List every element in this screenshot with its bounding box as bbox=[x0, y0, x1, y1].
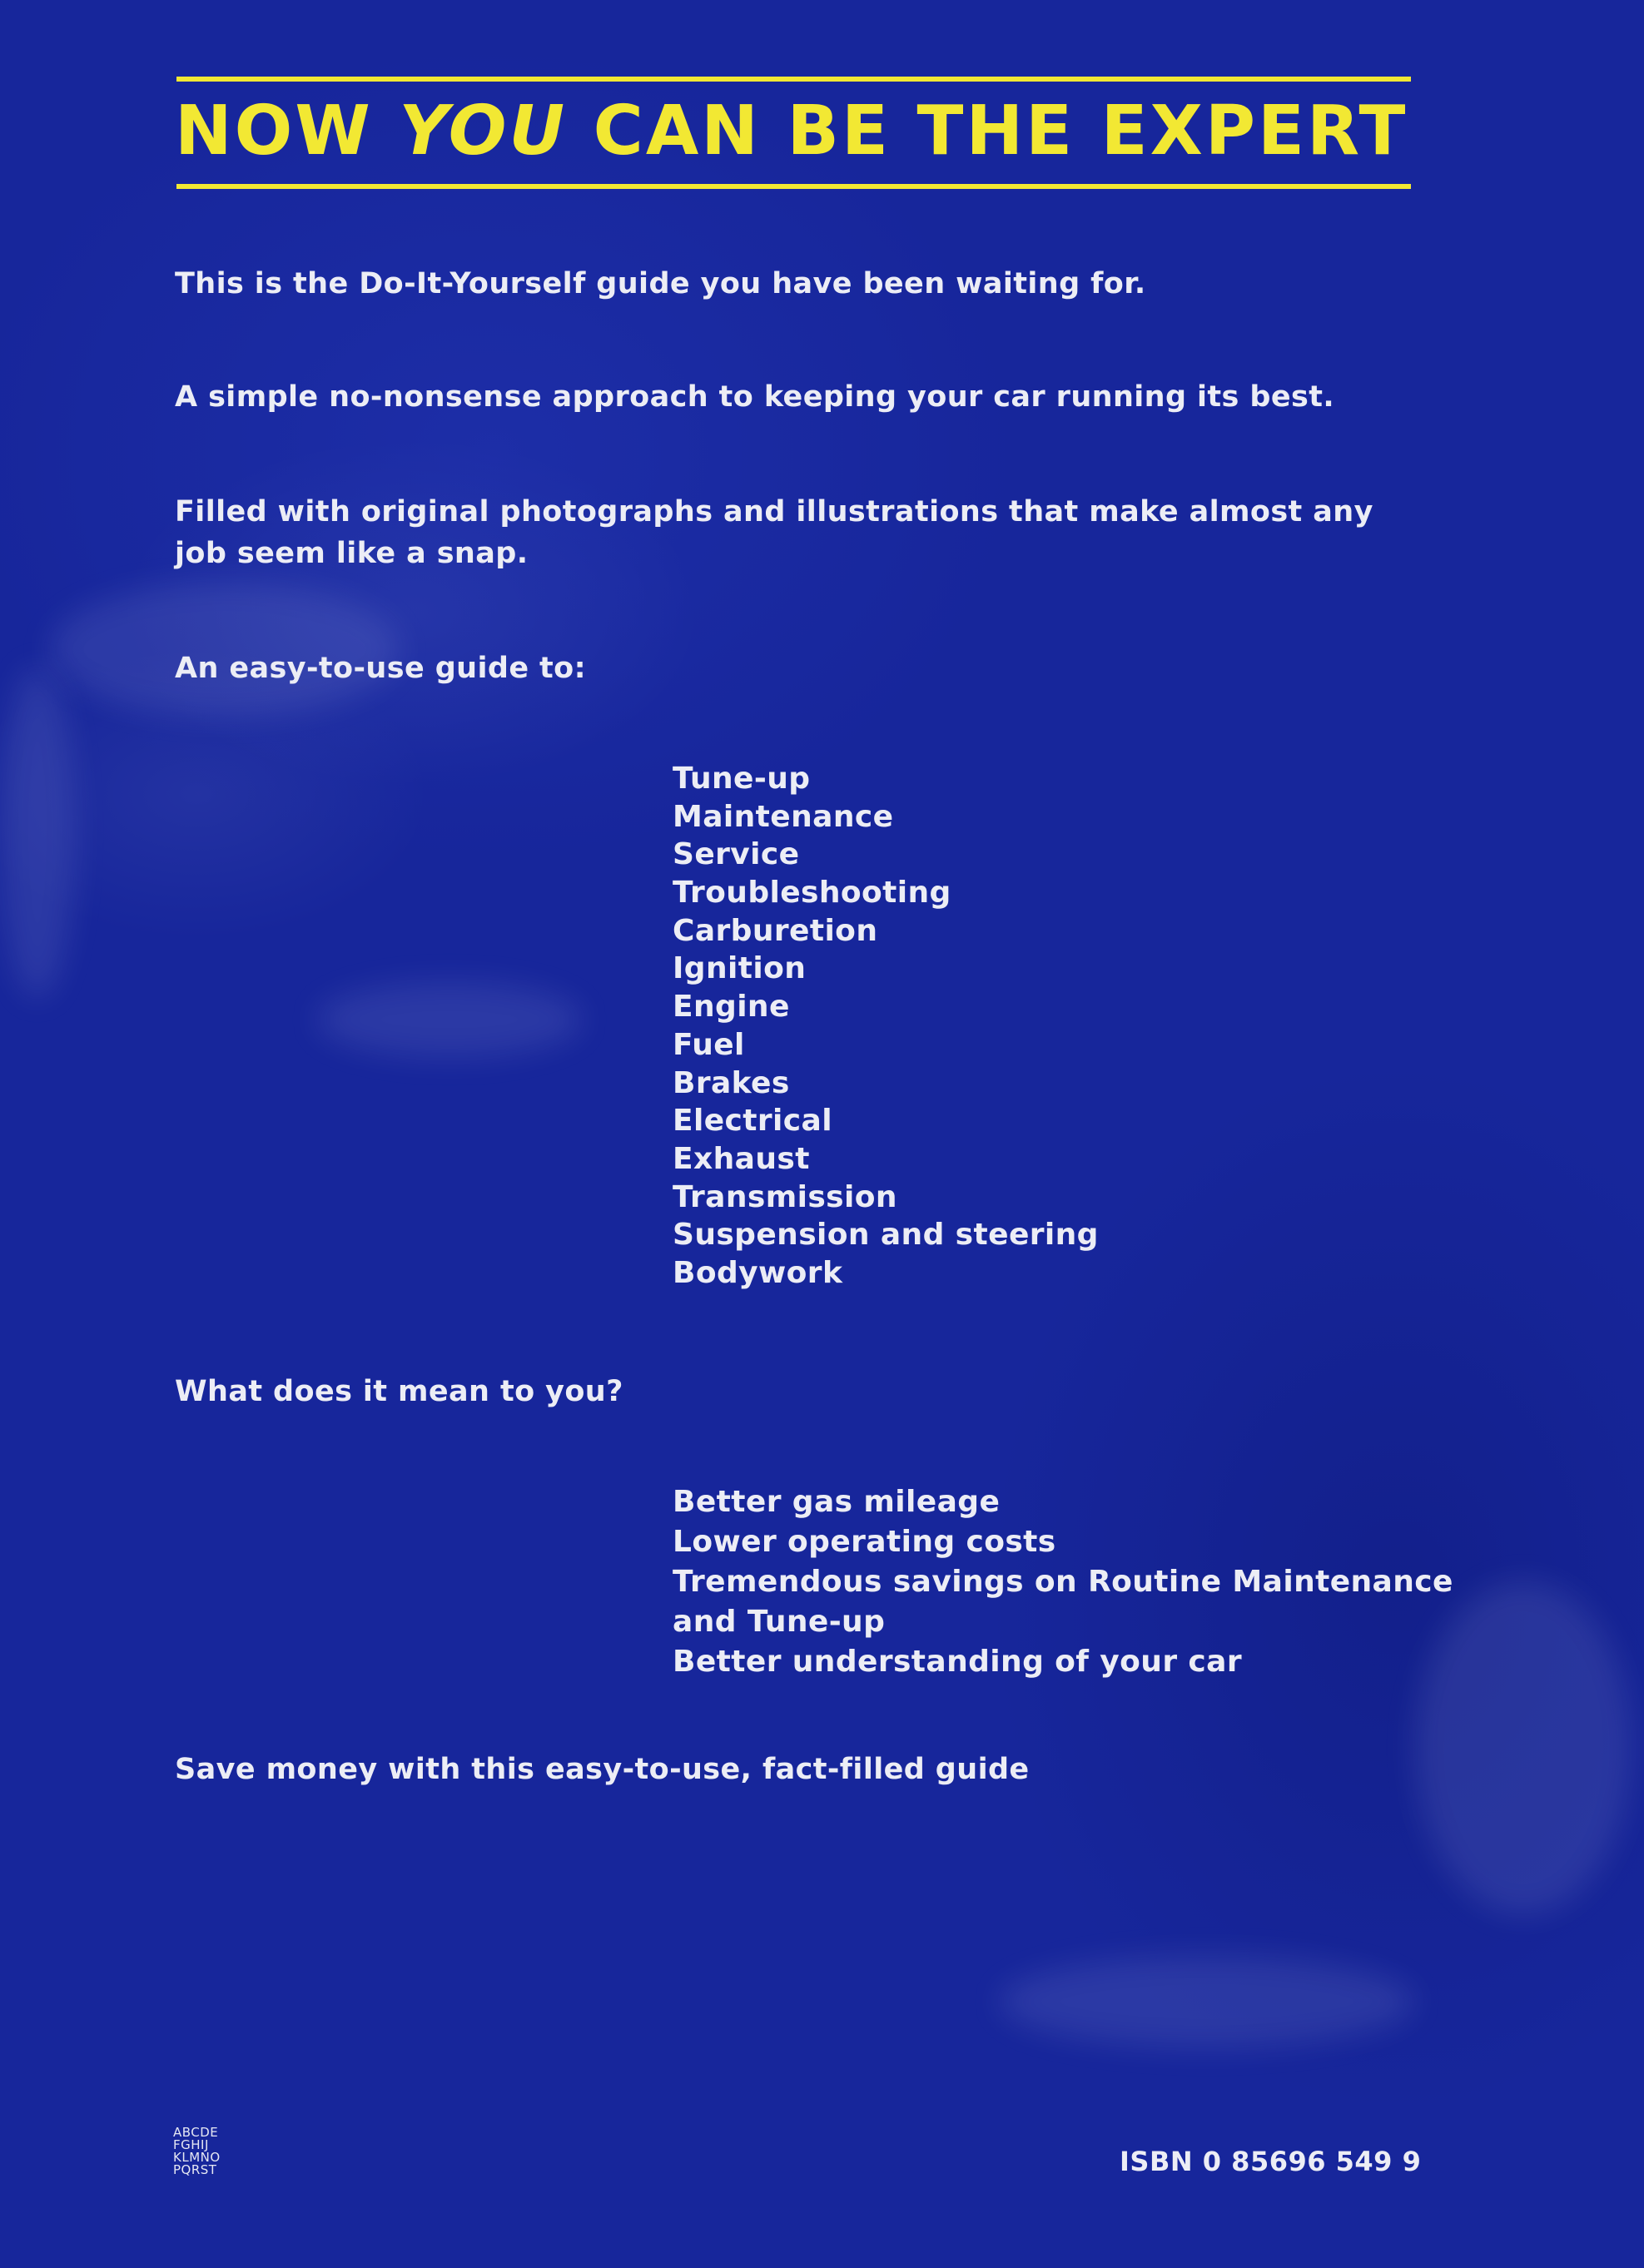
benefit-item: and Tune-up bbox=[673, 1605, 886, 1639]
topic-item: Maintenance bbox=[673, 799, 894, 834]
headline-top-rule bbox=[176, 77, 1411, 82]
topic-item: Service bbox=[673, 837, 800, 872]
question-heading: What does it mean to you? bbox=[175, 1375, 623, 1408]
wear-mark bbox=[0, 666, 75, 999]
print-code-line: PQRST bbox=[173, 2162, 217, 2177]
print-codes bbox=[173, 2127, 221, 2176]
topic-item: Fuel bbox=[673, 1027, 745, 1062]
isbn: ISBN 0 85696 549 9 bbox=[1120, 2146, 1422, 2177]
benefit-item: Better gas mileage bbox=[673, 1485, 1001, 1519]
headline-part-1: NOW bbox=[175, 92, 400, 171]
print-code-line: KLMNO bbox=[173, 2150, 221, 2165]
topic-list bbox=[673, 760, 1099, 1293]
headline bbox=[175, 90, 1415, 173]
topic-item: Engine bbox=[673, 990, 790, 1025]
guide-intro: An easy-to-use guide to: bbox=[175, 652, 587, 685]
topic-item: Carburetion bbox=[673, 913, 878, 948]
topic-item: Suspension and steering bbox=[673, 1218, 1099, 1253]
topic-item: Tune-up bbox=[673, 762, 811, 796]
intro-paragraph-1: This is the Do-It-Yourself guide you have been waiting for. bbox=[175, 267, 1146, 300]
intro-paragraph-2: A simple no-nonsense approach to keeping your car running its best. bbox=[175, 380, 1335, 414]
headline-part-2: CAN BE THE EXPERT bbox=[567, 92, 1408, 171]
closing-line: Save money with this easy-to-use, fact-filled guide bbox=[175, 1753, 1030, 1786]
benefit-item: Lower operating costs bbox=[673, 1525, 1056, 1559]
benefit-item: Tremendous savings on Routine Maintenance bbox=[673, 1565, 1453, 1599]
topic-item: Transmission bbox=[673, 1179, 897, 1214]
topic-item: Electrical bbox=[673, 1104, 832, 1139]
wear-mark bbox=[999, 1956, 1415, 2047]
print-code-line: FGHIJ bbox=[173, 2137, 209, 2152]
topic-item: Bodywork bbox=[673, 1255, 843, 1290]
benefit-item: Better understanding of your car bbox=[673, 1645, 1243, 1679]
wear-mark bbox=[316, 982, 583, 1057]
intro-paragraph-3: Filled with original photographs and illustrations that make almost any job seem like a snap. bbox=[175, 495, 1373, 570]
topic-item: Brakes bbox=[673, 1065, 790, 1100]
topic-item: Ignition bbox=[673, 951, 807, 986]
headline-emphasis: YOU bbox=[399, 92, 568, 171]
topic-item: Troubleshooting bbox=[673, 876, 951, 911]
print-code-line: ABCDE bbox=[173, 2125, 219, 2140]
benefit-list bbox=[673, 1482, 1453, 1682]
topic-item: Exhaust bbox=[673, 1141, 810, 1176]
headline-bottom-rule bbox=[176, 184, 1411, 189]
